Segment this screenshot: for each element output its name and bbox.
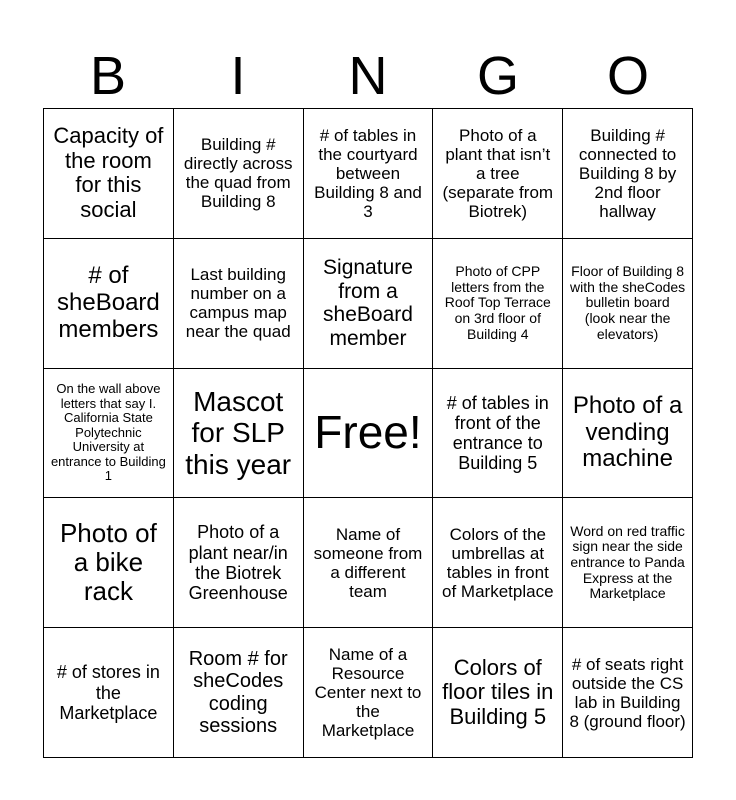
bingo-cell[interactable] xyxy=(304,498,434,628)
bingo-cell-text: Colors of floor tiles in Building 5 xyxy=(442,654,554,729)
bingo-cell-text: Photo of a plant near/in the Biotrek Greenhouse xyxy=(188,522,288,603)
header-letter-o: O xyxy=(606,46,649,106)
bingo-cell[interactable] xyxy=(44,109,174,239)
bingo-cell-text: Photo of a bike rack xyxy=(59,518,157,607)
bingo-cell-text: Last building number on a campus map near the quad xyxy=(185,265,291,342)
bingo-cell[interactable] xyxy=(304,628,434,758)
header-letter-b: B xyxy=(89,46,127,106)
bingo-cell-text: Photo of CPP letters from the Roof Top Terrace on 3rd floor of Building 4 xyxy=(444,263,551,342)
bingo-cell-text: Name of a Resource Center next to the Marketplace xyxy=(314,645,422,741)
bingo-cell[interactable] xyxy=(174,498,304,628)
bingo-cell[interactable] xyxy=(44,498,174,628)
bingo-cell-text: # of sheBoard members xyxy=(57,261,160,343)
bingo-cell-text: # of stores in the Marketplace xyxy=(56,662,160,723)
bingo-cell[interactable] xyxy=(174,369,304,499)
bingo-cell-text: Floor of Building 8 with the sheCodes bulletin board (look near the elevators) xyxy=(570,263,686,342)
bingo-cell-text: # of tables in the courtyard between Building 8 and 3 xyxy=(314,125,422,221)
bingo-cell-text: Capacity of the room for this social xyxy=(53,123,164,223)
bingo-cell[interactable] xyxy=(304,239,434,369)
bingo-cell[interactable] xyxy=(563,369,693,499)
bingo-header xyxy=(43,48,693,104)
bingo-cell[interactable] xyxy=(563,498,693,628)
bingo-cell[interactable] xyxy=(433,239,563,369)
bingo-cell[interactable] xyxy=(433,109,563,239)
bingo-cell[interactable] xyxy=(174,239,304,369)
bingo-cell[interactable] xyxy=(563,628,693,758)
bingo-cell-text: Name of someone from a different team xyxy=(313,524,423,601)
bingo-cell-text: Building # directly across the quad from Building 8 xyxy=(183,135,293,212)
bingo-cell[interactable] xyxy=(44,239,174,369)
bingo-cell-text: Photo of a vending machine xyxy=(572,391,683,473)
bingo-cell-text: # of tables in front of the entrance to Building 5 xyxy=(446,392,549,474)
bingo-cell[interactable] xyxy=(433,369,563,499)
bingo-cell[interactable] xyxy=(174,109,304,239)
bingo-cell-text: On the wall above letters that say I. California State Polytechnic University at entrance to Building 1 xyxy=(50,381,166,484)
bingo-cell[interactable] xyxy=(44,369,174,499)
free-space[interactable] xyxy=(304,369,434,499)
header-letter-i: I xyxy=(230,46,246,106)
free-space-text: Free! xyxy=(314,406,422,459)
bingo-cell-text: Photo of a plant that isn’t a tree (separate from Biotrek) xyxy=(442,125,554,221)
header-letter-n: N xyxy=(348,46,388,106)
bingo-cell-text: Colors of the umbrellas at tables in front of Marketplace xyxy=(442,524,554,601)
bingo-grid xyxy=(43,108,693,758)
bingo-cell-text: Word on red traffic sign near the side entrance to Panda Express at the Marketplace xyxy=(570,522,685,602)
bingo-cell[interactable] xyxy=(563,109,693,239)
bingo-cell[interactable] xyxy=(433,498,563,628)
header-letter-g: G xyxy=(476,46,519,106)
bingo-cell[interactable] xyxy=(304,109,434,239)
bingo-cell[interactable] xyxy=(433,628,563,758)
bingo-cell-text: # of seats right outside the CS lab in Building 8 (ground floor) xyxy=(569,654,686,731)
bingo-cell[interactable] xyxy=(44,628,174,758)
bingo-cell[interactable] xyxy=(174,628,304,758)
bingo-cell-text: Room # for sheCodes coding sessions xyxy=(188,647,288,737)
bingo-cell-text: Mascot for SLP this year xyxy=(185,385,292,480)
bingo-cell-text: Signature from a sheBoard member xyxy=(323,256,413,350)
bingo-cell[interactable] xyxy=(563,239,693,369)
bingo-cell-text: Building # connected to Building 8 by 2nd floor hallway xyxy=(578,125,677,221)
